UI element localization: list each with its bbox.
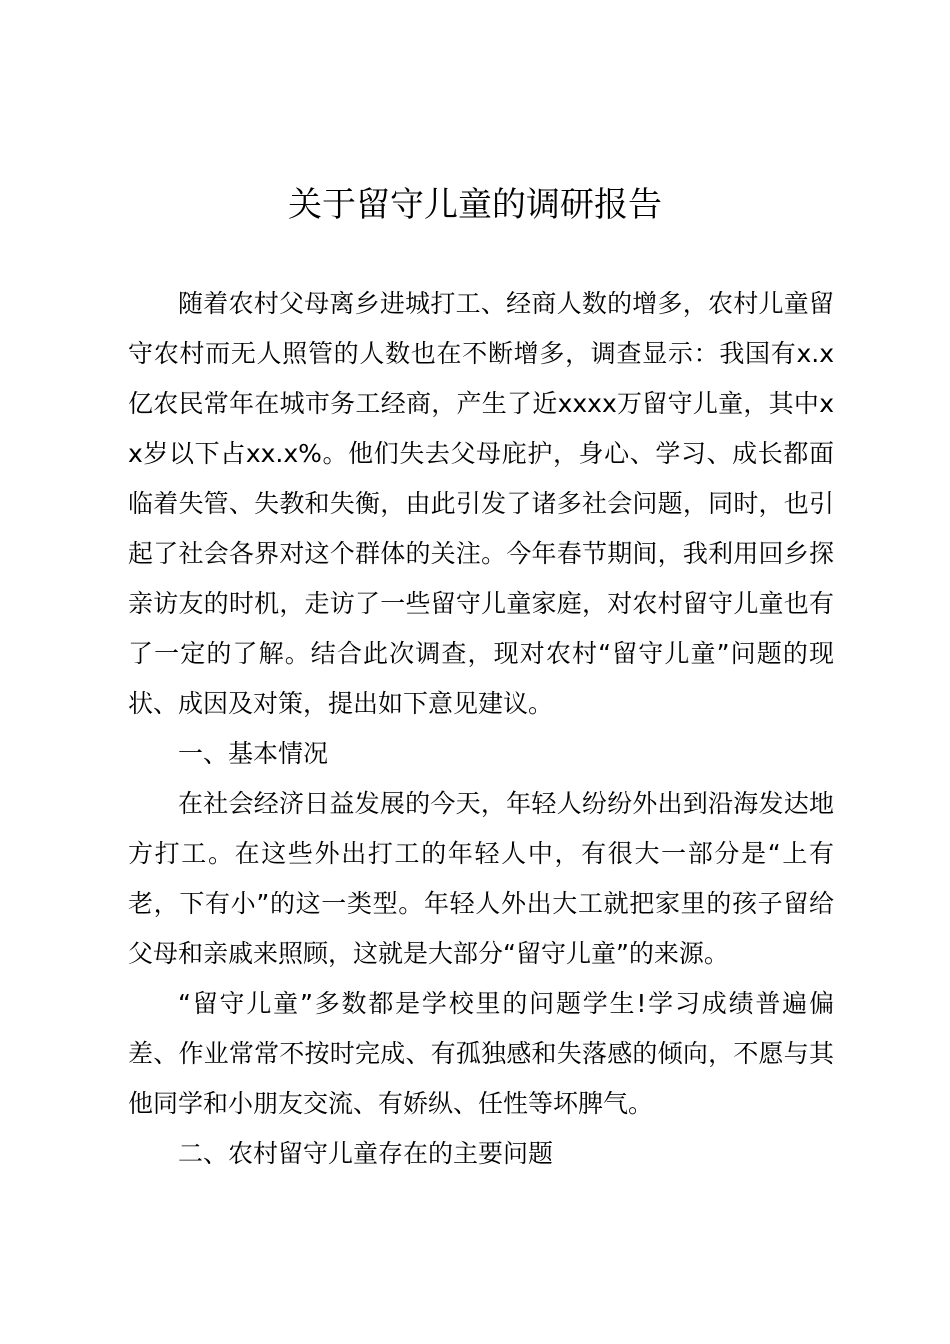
paragraph-problem-students: “留守儿童”多数都是学校里的问题学生!学习成绩普遍偏差、作业常常不按时完成、有孤独感和失落感的倾向，不愿与其他同学和小朋友交流、有娇纵、任性等坏脾气。 — [128, 989, 834, 1118]
paragraph-intro: 随着农村父母离乡进城打工、经商人数的增多，农村儿童留守农村而无人照管的人数也在不断增多，调查显示：我国有x.x亿农民常年在城市务工经商，产生了近xxxx万留守儿童，其中xx岁以下占xx.x%。他们失去父母庇护，身心、学习、成长都面临着失管、失教和失衡，由此引发了诸多社会问题，同时，也引起了社会各界对这个群体的关注。今年春节期间，我利用回乡探亲访友的时机，走访了一些留守儿童家庭，对农村留守儿童也有了一定的了解。结合此次调查，现对农村“留守儿童”问题的现状、成因及对策，提出如下意见建议。 — [128, 289, 834, 718]
document-body — [128, 279, 834, 1179]
section-heading-main-problems: 二、农村留守儿童存在的主要问题 — [178, 1139, 554, 1168]
section-heading-basic-situation: 一、基本情况 — [178, 739, 329, 768]
paragraph-basic-situation: 在社会经济日益发展的今天，年轻人纷纷外出到沿海发达地方打工。在这些外出打工的年轻人中，有很大一部分是“上有老，下有小”的这一类型。年轻人外出大工就把家里的孩子留给父母和亲戚来照顾，这就是大部分“留守儿童”的来源。 — [128, 789, 834, 968]
document-title: 关于留守儿童的调研报告 — [288, 185, 662, 225]
